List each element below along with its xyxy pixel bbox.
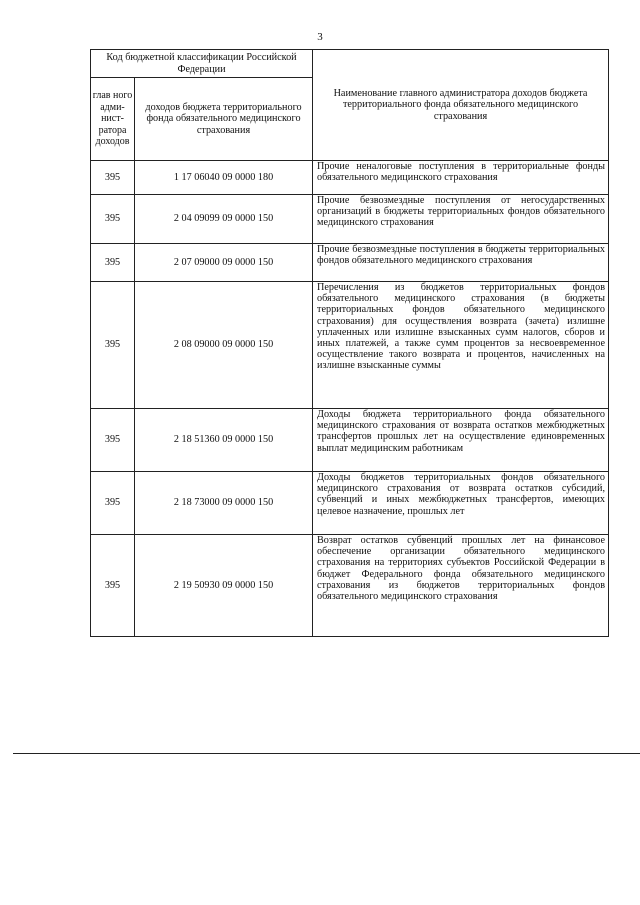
table-row	[91, 409, 609, 472]
cell-revenue-name: Доходы бюджета территориального фонда обязательного медицинского страхования от возврата остатков межбюджетных трансфертов прошлых лет на осуществление единовременных выплат медицинским работникам	[313, 409, 609, 472]
cell-revenue-name: Доходы бюджетов территориальных фондов обязательного медицинского страхования от возврата остатков субсидий, субвенций и иных межбюджетных трансфертов, имеющих целевое назначение, прошлых лет	[313, 472, 609, 535]
header-chief-administrator: глав ного адми-нист-ратора доходов	[91, 78, 135, 161]
cell-revenue-name: Прочие безвозмездные поступления от негосударственных организаций в бюджеты территориальных фондов обязательного медицинского страхования	[313, 195, 609, 244]
cell-revenue-name: Возврат остатков субвенций прошлых лет на финансовое обеспечение организации обязательного медицинского страхования на территориях субъектов Российской Федерации в бюджет Федерального фонда обязательного медицинского страхования из бюджетов территориальных фондов обязательного медицинского страхования	[313, 535, 609, 637]
header-row-top	[91, 50, 609, 78]
cell-revenue-code: 2 18 73000 09 0000 150	[135, 472, 313, 535]
cell-admin-code: 395	[91, 472, 135, 535]
cell-admin-code: 395	[91, 535, 135, 637]
cell-admin-code: 395	[91, 409, 135, 472]
table-row	[91, 195, 609, 244]
budget-classification-table	[90, 49, 609, 637]
table-row	[91, 535, 609, 637]
cell-revenue-code: 2 08 09000 09 0000 150	[135, 282, 313, 409]
table-row	[91, 472, 609, 535]
cell-revenue-code: 2 19 50930 09 0000 150	[135, 535, 313, 637]
cell-admin-code: 395	[91, 244, 135, 282]
cell-revenue-code: 2 18 51360 09 0000 150	[135, 409, 313, 472]
cell-admin-code: 395	[91, 161, 135, 195]
cell-revenue-code: 2 04 09099 09 0000 150	[135, 195, 313, 244]
cell-admin-code: 395	[91, 282, 135, 409]
cell-admin-code: 395	[91, 195, 135, 244]
page-number: 3	[317, 31, 323, 43]
cell-revenue-code: 1 17 06040 09 0000 180	[135, 161, 313, 195]
table-row	[91, 244, 609, 282]
cell-revenue-code: 2 07 09000 09 0000 150	[135, 244, 313, 282]
table-row	[91, 161, 609, 195]
header-revenue-code: доходов бюджета территориального фонда обязательного медицинского страхования	[135, 78, 313, 161]
cell-revenue-name: Прочие неналоговые поступления в территориальные фонды обязательного медицинского страхования	[313, 161, 609, 195]
cell-revenue-name: Перечисления из бюджетов территориальных фондов обязательного медицинского страхования (в бюджеты территориальных фондов обязательного медицинского страхования) для осуществления возврата (зачета) излишне уплаченных или излишне взысканных сумм налогов, сборов и иных платежей, а также сумм процентов за несвоевременное осуществление такого возврата и процентов, начисленных на излишне взысканные суммы	[313, 282, 609, 409]
cell-revenue-name: Прочие безвозмездные поступления в бюджеты территориальных фондов обязательного медицинского страхования	[313, 244, 609, 282]
header-classification-code: Код бюджетной классификации Российской Федерации	[91, 50, 313, 78]
footer-divider	[13, 753, 640, 754]
table-row	[91, 282, 609, 409]
header-administrator-name: Наименование главного администратора доходов бюджета территориального фонда обязательного медицинского страхования	[313, 50, 609, 161]
